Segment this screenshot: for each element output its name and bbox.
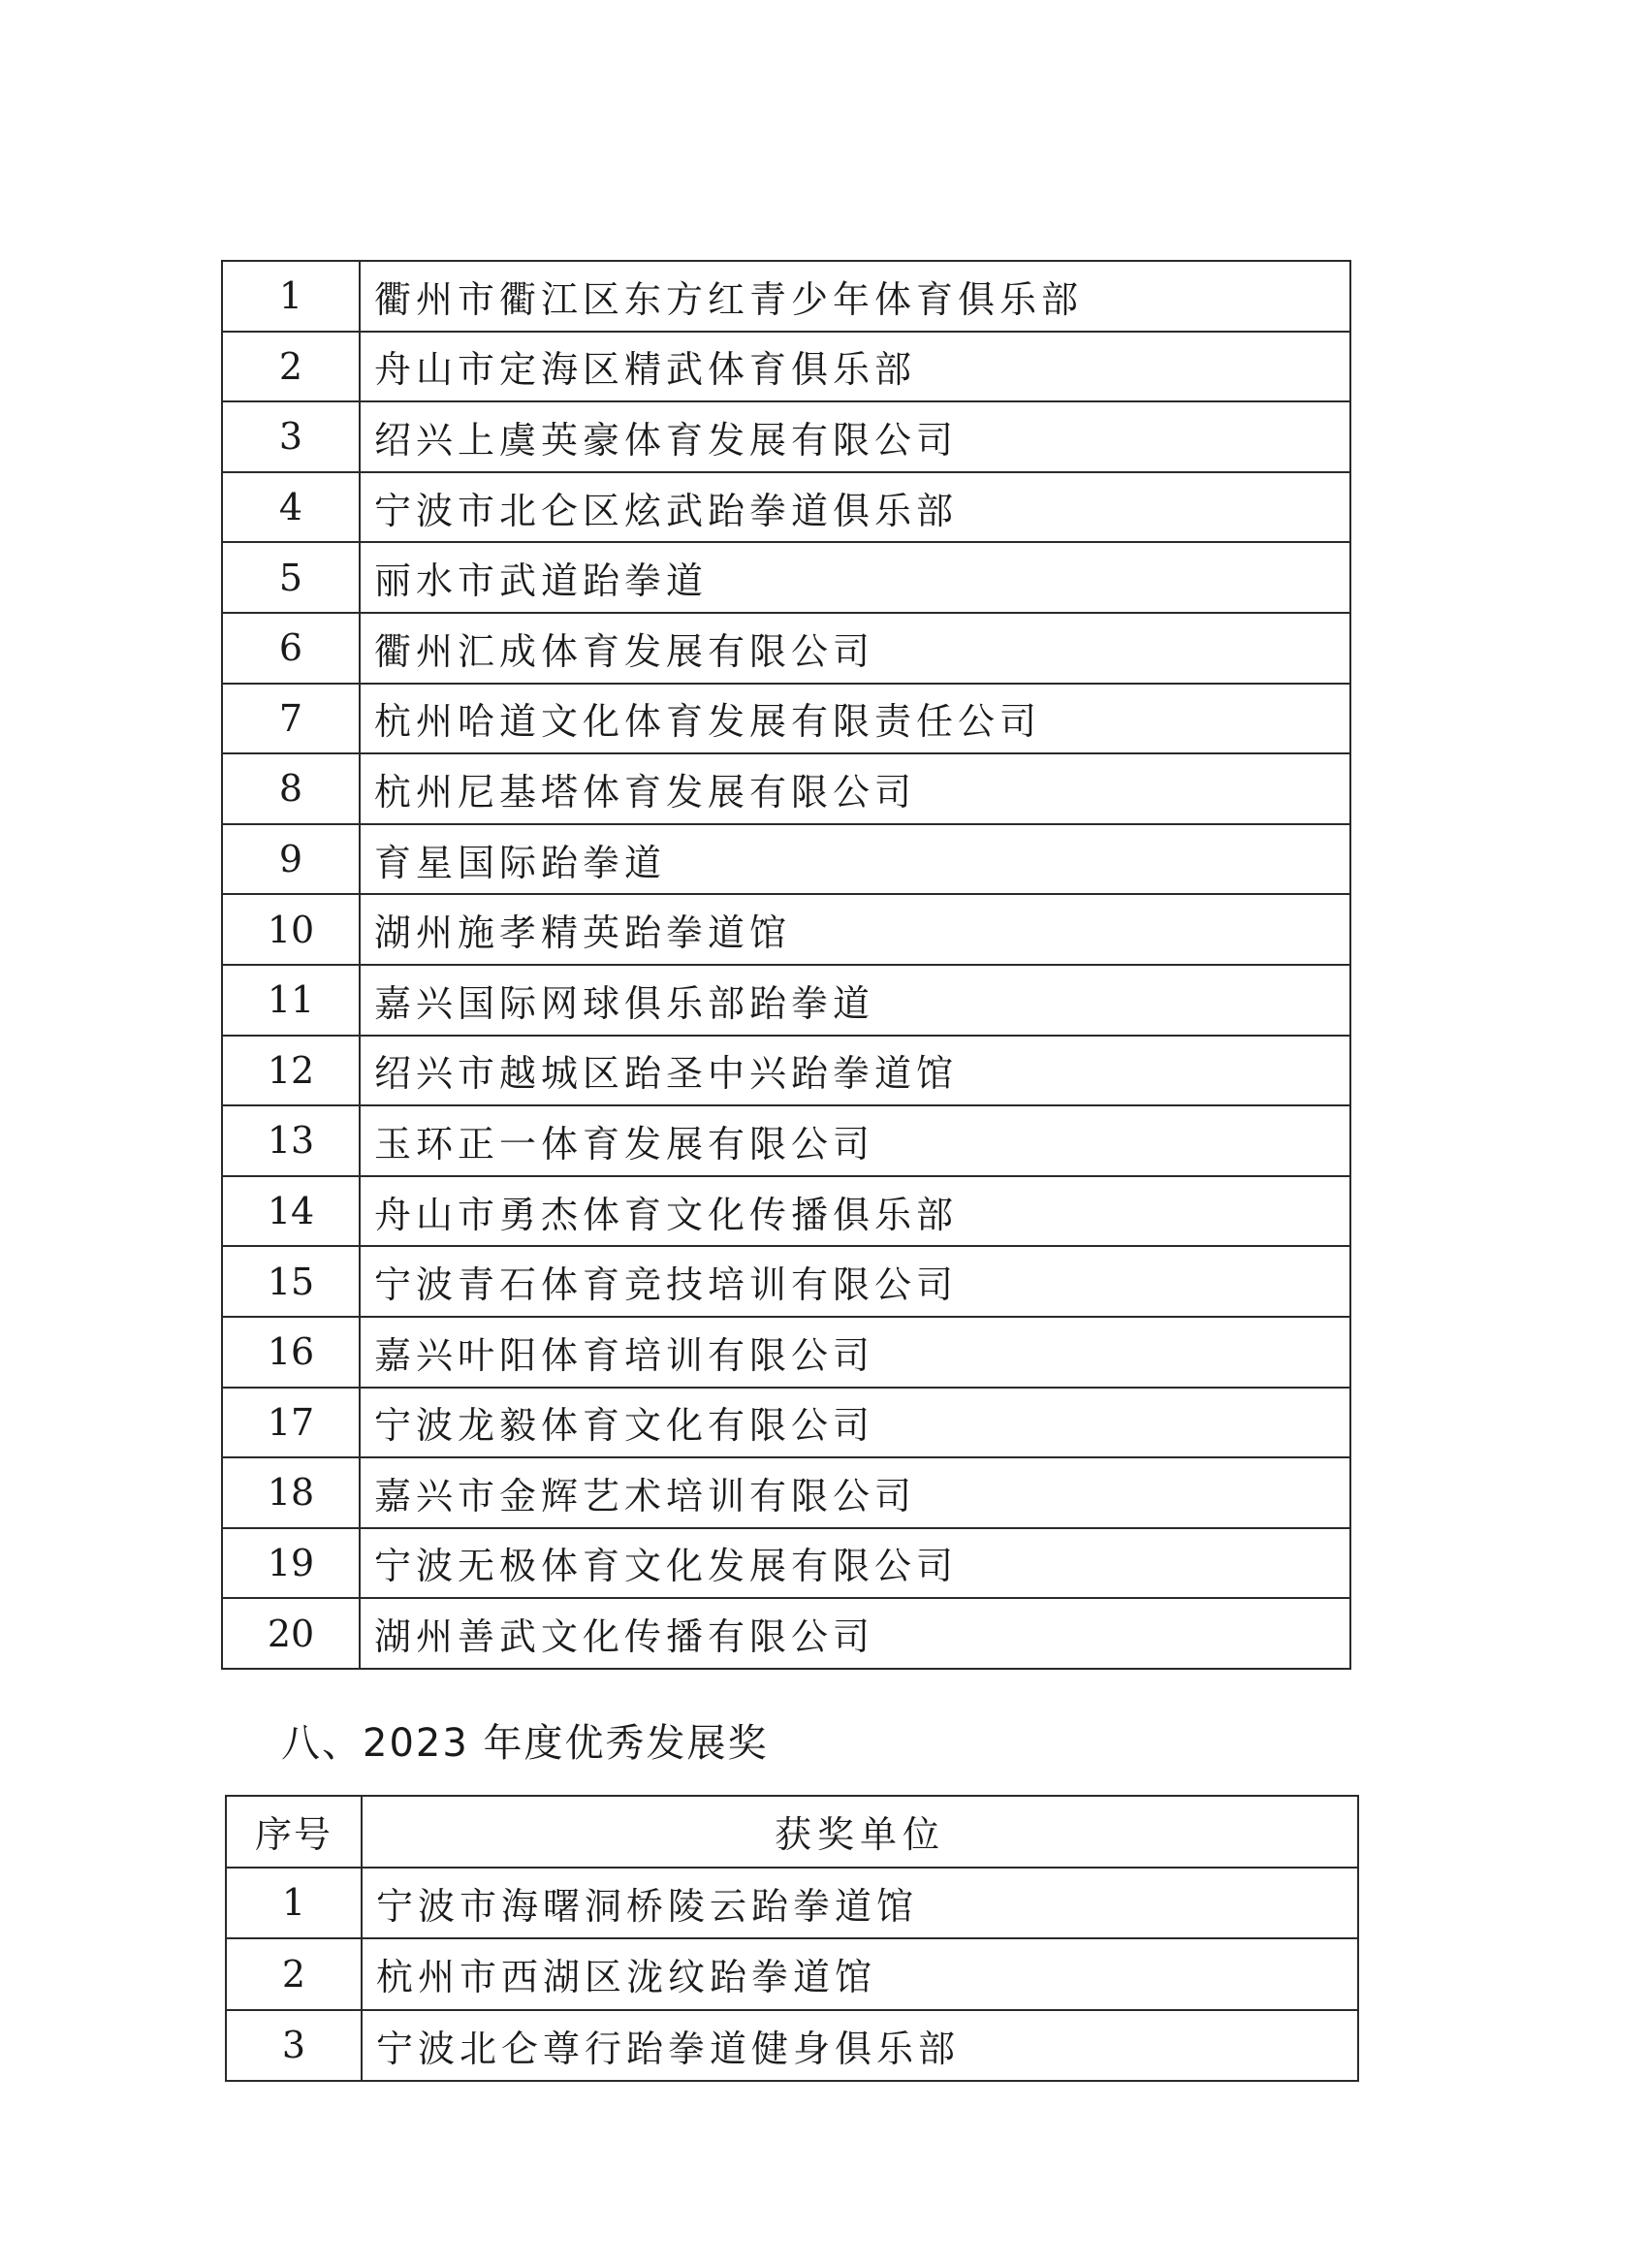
award-unit-name: 杭州哈道文化体育发展有限责任公司 [360, 684, 1350, 754]
table-row [222, 332, 1350, 402]
row-number: 16 [222, 1317, 360, 1388]
award-unit-name: 宁波无极体育文化发展有限公司 [360, 1528, 1350, 1599]
award-unit-name: 育星国际跆拳道 [360, 824, 1350, 895]
row-number: 3 [226, 2010, 362, 2082]
table-row [222, 824, 1350, 895]
row-number: 12 [222, 1036, 360, 1106]
row-number: 6 [222, 613, 360, 684]
award-unit-name: 湖州施孝精英跆拳道馆 [360, 894, 1350, 965]
row-number: 20 [222, 1598, 360, 1669]
row-number: 11 [222, 965, 360, 1036]
row-number: 4 [222, 472, 360, 543]
award-table-continued [221, 260, 1351, 1670]
row-number: 2 [226, 1938, 362, 2010]
award-unit-name: 衢州市衢江区东方红青少年体育俱乐部 [360, 261, 1350, 332]
row-number: 15 [222, 1246, 360, 1317]
table-row [222, 965, 1350, 1036]
award-unit-name: 宁波北仑尊行跆拳道健身俱乐部 [362, 2010, 1358, 2082]
award-unit-name: 玉环正一体育发展有限公司 [360, 1105, 1350, 1176]
table-row [222, 542, 1350, 613]
award-unit-name: 丽水市武道跆拳道 [360, 542, 1350, 613]
table-row [222, 1528, 1350, 1599]
table-row [222, 261, 1350, 332]
table-row [222, 1036, 1350, 1106]
row-number: 13 [222, 1105, 360, 1176]
row-number: 14 [222, 1176, 360, 1247]
row-number: 17 [222, 1388, 360, 1458]
table-row [222, 1598, 1350, 1669]
table-row [222, 684, 1350, 754]
table-row [222, 894, 1350, 965]
table-row [226, 2010, 1358, 2082]
row-number: 3 [222, 401, 360, 472]
row-number: 9 [222, 824, 360, 895]
table-row [222, 1457, 1350, 1528]
table-row [222, 753, 1350, 824]
award-unit-name: 嘉兴叶阳体育培训有限公司 [360, 1317, 1350, 1388]
excellent-development-award-table [225, 1795, 1359, 2082]
award-unit-name: 衢州汇成体育发展有限公司 [360, 613, 1350, 684]
row-number: 18 [222, 1457, 360, 1528]
table-row [222, 1246, 1350, 1317]
award-unit-name: 宁波市海曙洞桥陵云跆拳道馆 [362, 1868, 1358, 1939]
table-row [226, 1868, 1358, 1939]
award-unit-name: 湖州善武文化传播有限公司 [360, 1598, 1350, 1669]
table-row [222, 401, 1350, 472]
award-unit-name: 舟山市定海区精武体育俱乐部 [360, 332, 1350, 402]
table-row [222, 613, 1350, 684]
award-unit-name: 嘉兴市金辉艺术培训有限公司 [360, 1457, 1350, 1528]
award-unit-name: 绍兴市越城区跆圣中兴跆拳道馆 [360, 1036, 1350, 1106]
award-unit-name: 舟山市勇杰体育文化传播俱乐部 [360, 1176, 1350, 1247]
table-header-row [226, 1796, 1358, 1868]
award-unit-name: 杭州尼基塔体育发展有限公司 [360, 753, 1350, 824]
award-unit-name: 杭州市西湖区泷纹跆拳道馆 [362, 1938, 1358, 2010]
row-number: 1 [226, 1868, 362, 1939]
table-row [222, 1317, 1350, 1388]
row-number: 8 [222, 753, 360, 824]
header-award-unit: 获奖单位 [362, 1796, 1358, 1868]
award-unit-name: 宁波市北仑区炫武跆拳道俱乐部 [360, 472, 1350, 543]
section-heading: 八、2023 年度优秀发展奖 [281, 1721, 769, 1766]
table-row [222, 472, 1350, 543]
row-number: 10 [222, 894, 360, 965]
row-number: 1 [222, 261, 360, 332]
header-serial-number: 序号 [226, 1796, 362, 1868]
award-unit-name: 宁波青石体育竞技培训有限公司 [360, 1246, 1350, 1317]
award-unit-name: 宁波龙毅体育文化有限公司 [360, 1388, 1350, 1458]
table-row [222, 1176, 1350, 1247]
row-number: 5 [222, 542, 360, 613]
row-number: 7 [222, 684, 360, 754]
row-number: 19 [222, 1528, 360, 1599]
row-number: 2 [222, 332, 360, 402]
table-row [226, 1938, 1358, 2010]
table-row [222, 1388, 1350, 1458]
table-row [222, 1105, 1350, 1176]
award-unit-name: 绍兴上虞英豪体育发展有限公司 [360, 401, 1350, 472]
award-unit-name: 嘉兴国际网球俱乐部跆拳道 [360, 965, 1350, 1036]
